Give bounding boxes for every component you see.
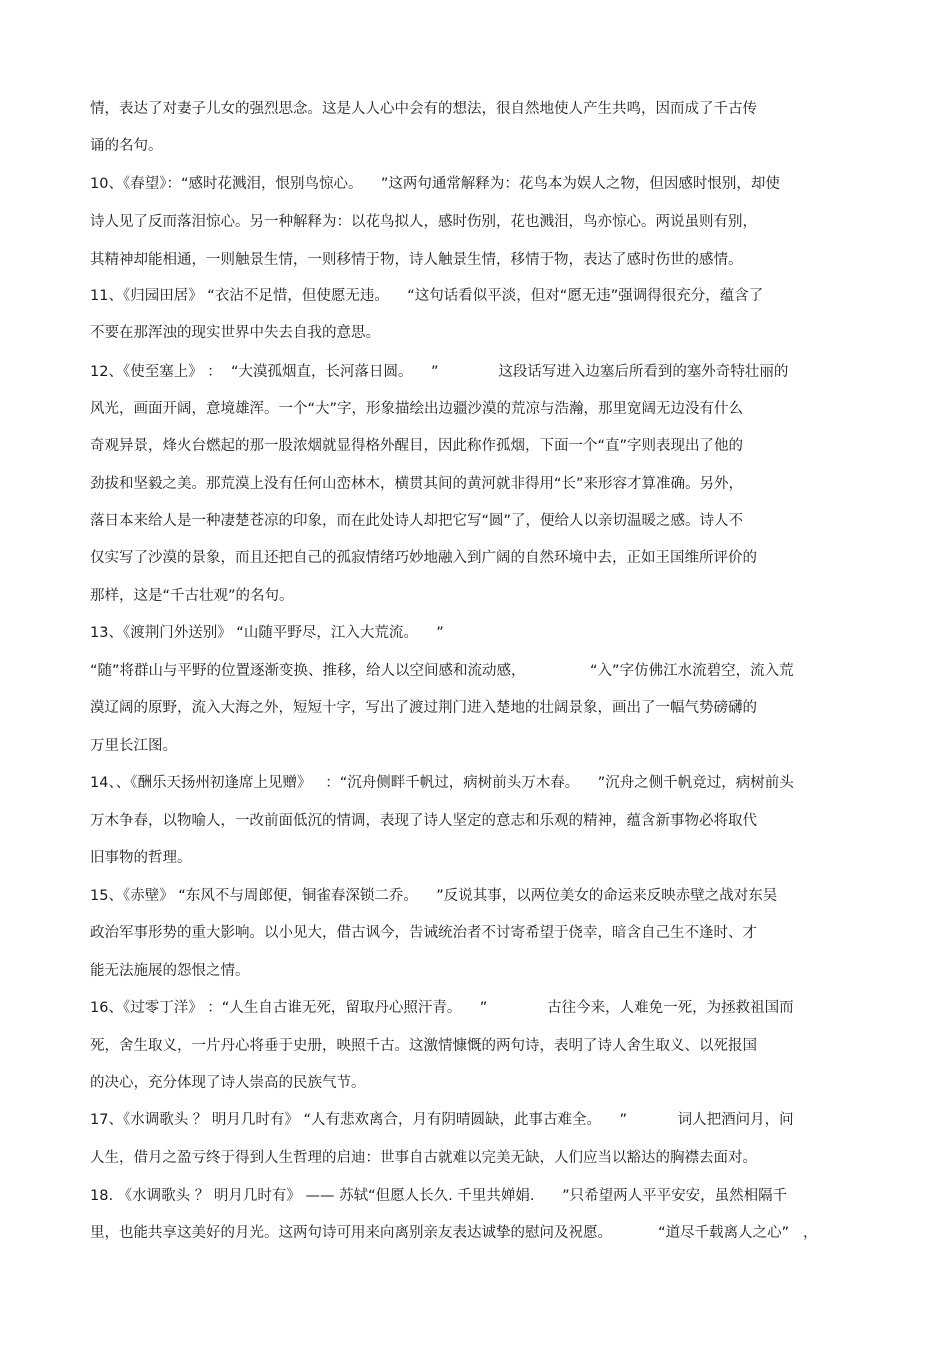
- text-line: 16、《过零丁洋》 ：“人生自古谁无死，留取丹心照汗青。 ” 古往今来，人难免一死，为拯救祖国而: [90, 1000, 794, 1016]
- text-line: 10、《春望》：“感时花溅泪，恨别鸟惊心。 ”这两句通常解释为：花鸟本为娱人之物，但因感时恨别，却使: [90, 176, 780, 192]
- text-line: 万里长江图。: [90, 738, 177, 754]
- text-line: 旧事物的哲理。: [90, 850, 192, 866]
- text-line: 政治军事形势的重大影响。以小见大，借古讽今，告诫统治者不讨寄希望于侥幸，暗含自己生不逢时、才: [90, 925, 757, 941]
- text-line: 那样，这是“千古壮观”的名句。: [90, 588, 294, 604]
- text-line: 15、《赤壁》 “东风不与周郎便，铜雀春深锁二乔。 ”反说其事，以两位美女的命运来反映赤壁之战对东吴: [90, 888, 778, 904]
- text-line: 诵的名句。: [90, 138, 163, 154]
- text-line: 仅实写了沙漠的景象，而且还把自己的孤寂情绪巧妙地融入到广阔的自然环境中去，正如王国维所评价的: [90, 550, 757, 566]
- text-line: 13、《渡荆门外送别》 “山随平野尽，江入大荒流。 ”: [90, 625, 444, 641]
- text-line: 的决心，充分体现了诗人崇高的民族气节。: [90, 1075, 366, 1091]
- text-line: 不要在那浑浊的现实世界中失去自我的意思。: [90, 325, 380, 341]
- text-line: 14、、《酬乐天扬州初逢席上见赠》 ：“沉舟侧畔千帆过，病树前头万木春。 ”沉舟之侧千帆竞过，病树前头: [90, 775, 794, 791]
- text-line: 奇观异景，烽火台燃起的那一股浓烟就显得格外醒目，因此称作孤烟，下面一个“直”字则表现出了他的: [90, 438, 744, 454]
- text-line: 人生，借月之盈亏终于得到人生哲理的启迪：世事自古就难以完美无缺，人们应当以豁达的胸襟去面对。: [90, 1150, 757, 1166]
- text-line: 诗人见了反而落泪惊心。另一种解释为：以花鸟拟人，感时伤别，花也溅泪，鸟亦惊心。两说虽则有别，: [90, 214, 757, 230]
- text-line: 能无法施展的怨恨之情。: [90, 963, 250, 979]
- text-line: 18. 《水调歌头 ？ 明月几时有》 —— 苏轼“但愿人长久. 千里共婵娟. ”只希望两人平平安安，虽然相隔千: [90, 1188, 788, 1204]
- text-line: 漠辽阔的原野，流入大海之外，短短十字，写出了渡过荆门进入楚地的壮阔景象，画出了一幅气势磅礴的: [90, 700, 757, 716]
- text-line: 死，舍生取义，一片丹心将垂于史册，映照千古。这激情慷慨的两句诗，表明了诗人舍生取义、以死报国: [90, 1038, 757, 1054]
- text-line: 17、《水调歌头 ？ 明月几时有》 “人有悲欢离合，月有阴晴圆缺，此事古难全。 ” 词人把酒问月，问: [90, 1112, 794, 1128]
- text-line: 落日本来给人是一种凄楚苍凉的印象，而在此处诗人却把它写“圆”了，便给人以亲切温暖之感。诗人不: [90, 513, 744, 529]
- text-line: 11、《归园田居》 “衣沾不足惜，但使愿无违。 “这句话看似平淡，但对“愿无违”强调得很充分，蕴含了: [90, 288, 764, 304]
- text-line: 里，也能共享这美好的月光。这两句诗可用来向离别亲友表达诚挚的慰问及祝愿。 “道尽千载离人之心” ，: [90, 1225, 818, 1241]
- text-line: 万木争春，以物喻人，一改前面低沉的情调，表现了诗人坚定的意志和乐观的精神，蕴含新事物必将取代: [90, 813, 757, 829]
- text-line: “随”将群山与平野的位置逐渐变换、推移，给人以空间感和流动感， “入”字仿佛江水流碧空，流入荒: [90, 663, 794, 679]
- text-line: 其精神却能相通，一则触景生情，一则移情于物，诗人触景生情，移情于物，表达了感时伤世的感情。: [90, 252, 743, 268]
- text-line: 风光，画面开阔，意境雄浑。一个“大”字，形象描绘出边疆沙漠的荒凉与浩瀚，那里宽阔无边没有什么: [90, 401, 744, 417]
- text-line: 12、《使至塞上》 ： “大漠孤烟直，长河落日圆。 ” 这段话写进入边塞后所看到的塞外奇特壮丽的: [90, 364, 789, 380]
- text-line: 劲拔和坚毅之美。那荒漠上没有任何山峦林木，横贯其间的黄河就非得用“长”来形容才算准确。另外，: [90, 476, 744, 492]
- text-line: 情，表达了对妻子儿女的强烈思念。这是人人心中会有的想法，很自然地使人产生共鸣，因而成了千古传: [90, 101, 757, 117]
